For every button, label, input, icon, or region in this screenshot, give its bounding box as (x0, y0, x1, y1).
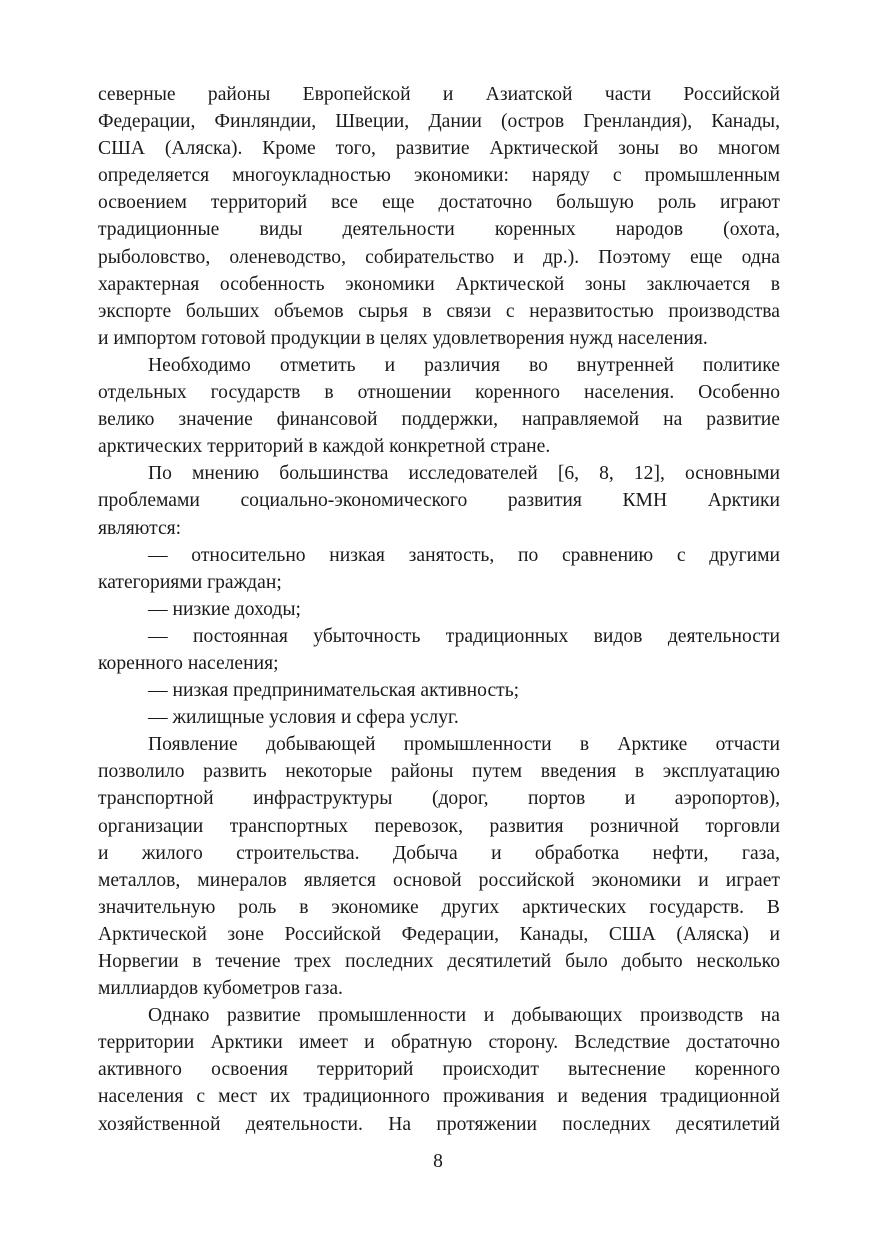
text-line: хозяйственной деятельности. На протяжении последних десятилетий (98, 1113, 780, 1135)
text-line: — низкая предпринимательская активность; (148, 680, 520, 702)
text-line: территории Арктики имеет и обратную сторону. Вследствие достаточно (98, 1032, 780, 1054)
text-line: Федерации, Финляндии, Швеции, Дании (остров Гренландия), Канады, (98, 111, 780, 133)
text-line: экспорте больших объемов сырья в связи с неразвитостью производства (98, 300, 780, 322)
paragraph (98, 596, 780, 623)
paragraph (98, 623, 780, 677)
text-line: Норвегии в течение трех последних десятилетий было добыто несколько (98, 951, 780, 972)
text-line: велико значение финансовой поддержки, направляемой на развитие (98, 409, 780, 431)
paragraph (98, 1002, 780, 1137)
text-line: металлов, минералов является основой российской экономики и играет (98, 869, 780, 891)
paragraph (98, 731, 780, 1002)
text-line: Арктической зоне Российской Федерации, Канады, США (Аляска) и (98, 923, 780, 945)
text-line: значительную роль в экономике других арктических государств. В (98, 896, 780, 918)
text-line: отдельных государств в отношении коренного населения. Особенно (98, 382, 780, 404)
text-line: миллиардов кубометров газа. (98, 978, 343, 1000)
text-line: освоением территорий все еще достаточно большую роль играют (98, 192, 780, 214)
text-line: Однако развитие промышленности и добывающих производств на (148, 1005, 780, 1027)
text-line: традиционные виды деятельности коренных народов (охота, (98, 219, 780, 241)
text-line: позволило развить некоторые районы путем введения в эксплуатацию (98, 761, 780, 783)
document-body (98, 81, 780, 1138)
text-line: являются: (98, 517, 182, 539)
page-number: 8 (433, 1151, 443, 1172)
text-line: По мнению большинства исследователей [6, 8, 12], основными (148, 463, 780, 485)
text-line: активного освоения территорий происходит вытеснение коренного (98, 1059, 780, 1081)
paragraph (98, 81, 780, 352)
text-line: организации транспортных перевозок, развития розничной торговли (98, 815, 780, 837)
text-line: категориями граждан; (98, 571, 282, 593)
text-line: северные районы Европейской и Азиатской части Российской (98, 84, 780, 105)
text-line: рыболовство, оленеводство, собирательство и др.). Поэтому еще одна (98, 246, 780, 268)
text-line: и жилого строительства. Добыча и обработка нефти, газа, (98, 842, 780, 864)
text-line: США (Аляска). Кроме того, развитие Арктической зоны во многом (98, 138, 780, 160)
text-line: определяется многоукладностью экономики: наряду с промышленным (98, 165, 780, 187)
text-line: и импортом готовой продукции в целях удовлетворения нужд населения. (98, 327, 708, 349)
paragraph (98, 704, 780, 731)
paragraph (98, 460, 780, 541)
text-line: проблемами социально-экономического развития КМН Арктики (98, 490, 780, 512)
paragraph (98, 542, 780, 596)
text-line: населения с мест их традиционного проживания и ведения традиционной (98, 1086, 780, 1108)
text-line: — постоянная убыточность традиционных видов деятельности (148, 625, 780, 647)
text-line: транспортной инфраструктуры (дорог, портов и аэропортов), (98, 788, 780, 810)
text-line: характерная особенность экономики Арктической зоны заключается в (98, 273, 780, 295)
text-line: — низкие доходы; (148, 598, 301, 620)
text-line: — жилищные условия и сфера услуг. (148, 707, 459, 729)
paragraph (98, 677, 780, 704)
paragraph (98, 352, 780, 460)
text-line: Необходимо отметить и различия во внутренней политике (148, 354, 780, 376)
text-line: арктических территорий в каждой конкретной стране. (98, 436, 551, 458)
text-line: Появление добывающей промышленности в Арктике отчасти (148, 734, 780, 756)
text-line: — относительно низкая занятость, по сравнению с другими (148, 544, 780, 566)
text-line: коренного населения; (98, 652, 279, 674)
